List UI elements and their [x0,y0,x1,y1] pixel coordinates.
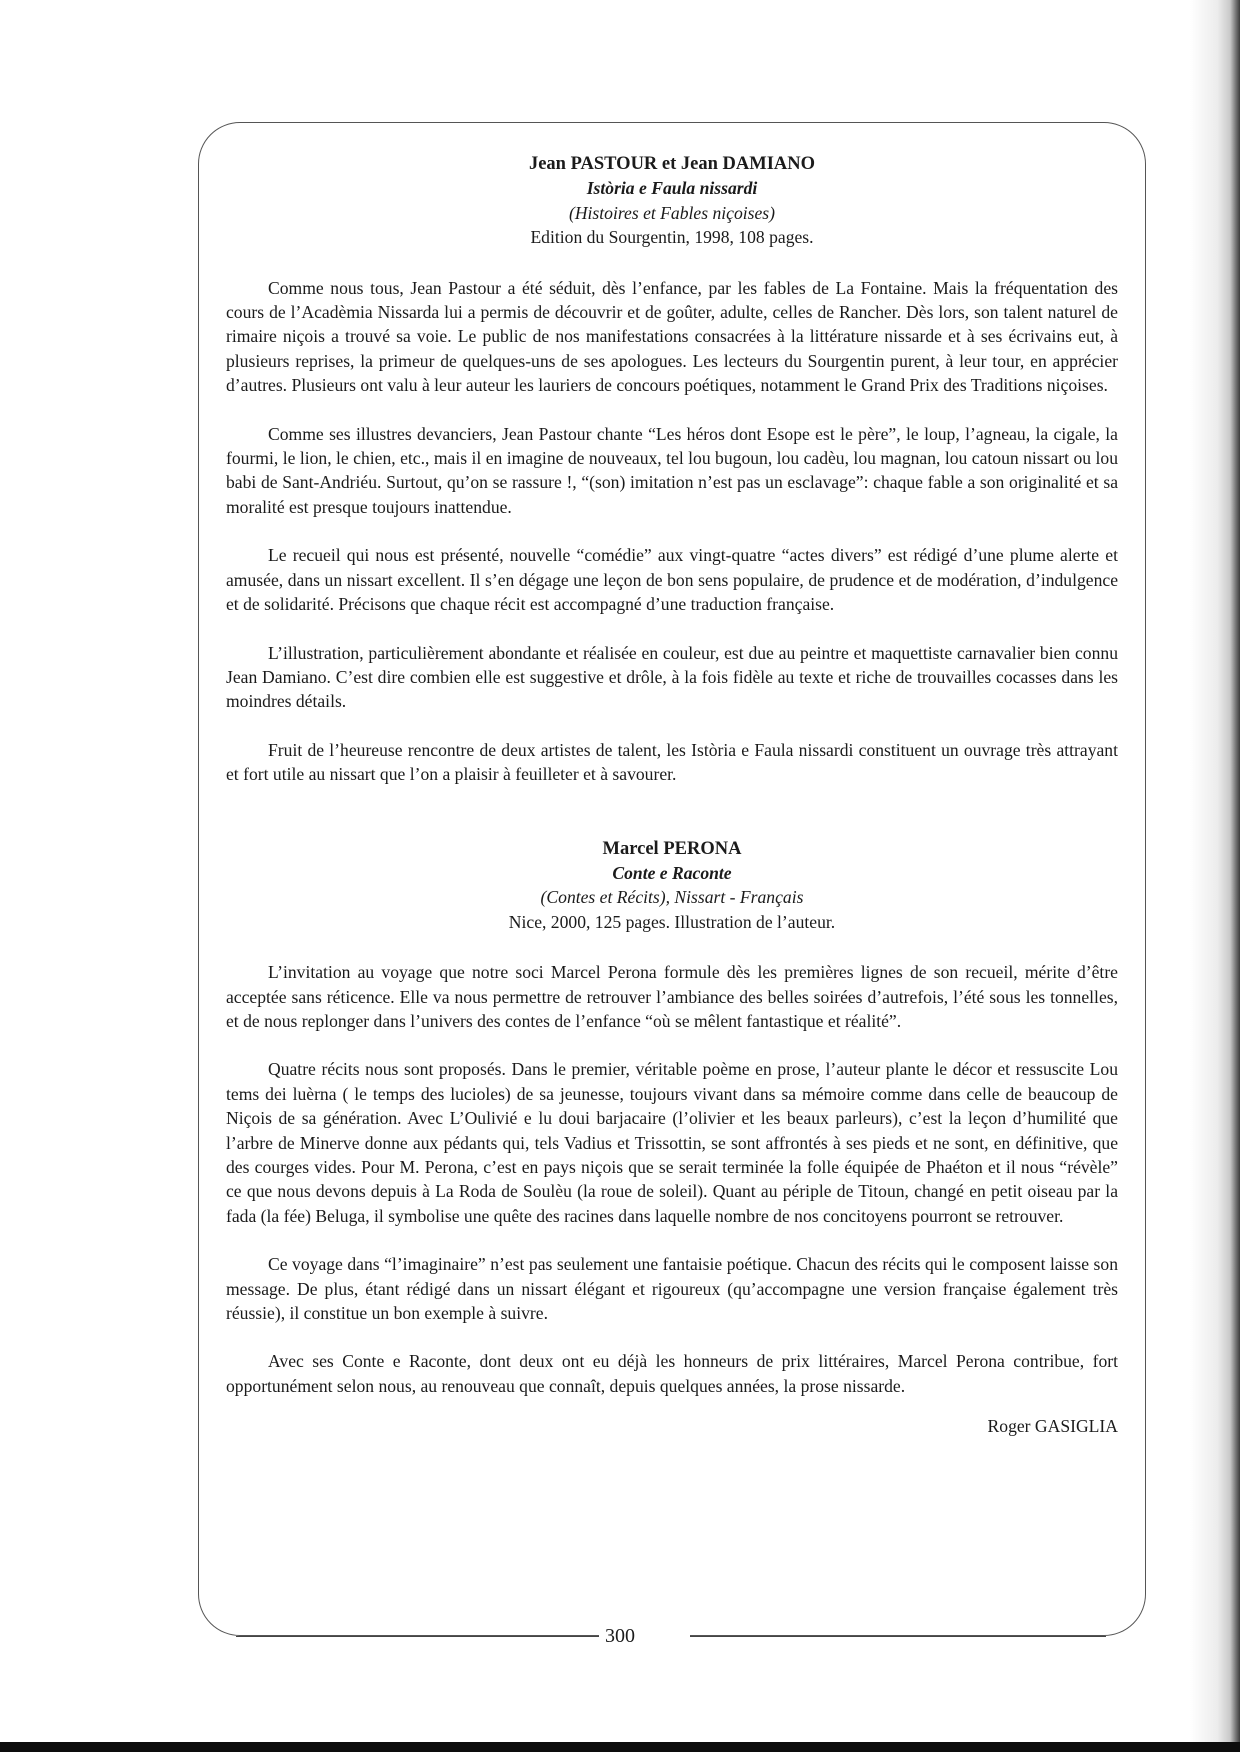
review-paragraph: Comme ses illustres devanciers, Jean Pastour chante “Les héros dont Esope est le père”, le loup, l’agneau, la cigale, la fourmi, le lion, le chien, etc., mais il en imagine de nouveaux, tel lou bugoun, lou cadèu, lou magnan, lou catoun nissart ou lou babi de Sant-Andriéu. Surtout, qu’on se rassure !, “(son) imitation n’est pas un esclavage”: chaque fable a son originalité et sa moralité est presque toujours inattendue. [226,423,1118,517]
page-edge-shadow [1190,0,1240,1752]
review-paragraph: L’illustration, particulièrement abondante et réalisée en couleur, est due au peintre et maquettiste carnavalier bien connu Jean Damiano. C’est dire combien elle est suggestive et drôle, à la fois fidèle au texte et riche de trouvailles cocasses dans les moindres détails. [226,642,1118,712]
page-number-wrapper [0,1626,1240,1646]
review-pastour-damiano [226,152,1118,787]
page-content [226,152,1118,1439]
review-perona [226,837,1118,1399]
review-paragraph: L’invitation au voyage que notre soci Marcel Perona formule dès les premières lignes de son recueil, mérite d’être acceptée sans réticence. Elle va nous permettre de retrouver l’ambiance des belles soirées d’autrefois, l’été sous les tonnelles, et de nous replonger dans l’univers des contes de l’enfance “où se mêlent fantastique et réalité”. [226,962,1118,1031]
review-signature: Roger GASIGLIA [987,1416,1118,1437]
review-paragraph: Avec ses Conte e Raconte, dont deux ont eu déjà les honneurs de prix littéraires, Marcel Perona contribue, fort opportunément selon nous, au renouveau que connaît, depuis quelques années, la prose nissarde. [226,1351,1118,1396]
review-header [226,152,1118,250]
review-edition: Nice, 2000, 125 pages. Illustration de l’auteur. [508,911,836,932]
review-header [226,837,1118,935]
review-author: Jean PASTOUR et Jean DAMIANO [528,154,816,174]
review-paragraph: Quatre récits nous sont proposés. Dans le premier, véritable poème en prose, l’auteur plante le décor et ressuscite Lou tems dei luèrna ( le temps des lucioles) de sa jeunesse, toujours vivant dans sa mémoire comme dans celle de beaucoup de Niçois de sa génération. Avec L’Oulivié e lu doui barjacaire (l’olivier et les beaux parleurs), c’est la leçon d’humilité que l’arbre de Minerve donne aux pédants qui, tels Vadius et Trissottin, se sont affrontés à ses pieds et ne sont, en définitive, que des courges vides. Pour M. Perona, c’est en pays niçois que se serait terminée la folle équipée de Phaéton et il nous “révèle” ce que nous devons depuis à La Roda de Soulèu (la roue de soleil). Quant au périple de Titoun, changé en petit oiseau par la fada (la fée) Beluga, il symbolise une quête des racines dans laquelle nombre de nos concitoyens pourront se retrouver. [226,1059,1118,1226]
review-paragraph: Ce voyage dans “l’imaginaire” n’est pas seulement une fantaisie poétique. Chacun des récits qui le composent laisse son message. De plus, étant rédigé dans un nissart élégant et rigoureux (qu’accompagne une version française également très réussie), il constitue un bon exemple à suivre. [226,1254,1118,1324]
review-subtitle: (Histoires et Fables niçoises) [568,202,776,223]
review-paragraph: Le recueil qui nous est présenté, nouvelle “comédie” aux vingt-quatre “actes divers” est rédigé d’une plume alerte et amusée, dans un nissart excellent. Il s’en dégage une leçon de bon sens populaire, de prudence et de modération, d’indulgence et de solidarité. Précisons que chaque récit est accompagné d’une traduction française. [226,545,1118,615]
review-title: Istòria e Faula nissardi [586,178,758,199]
review-subtitle: (Contes et Récits), Nissart - Français [540,887,804,908]
scan-bottom-edge [0,1742,1240,1752]
review-author: Marcel PERONA [602,838,742,859]
review-edition: Edition du Sourgentin, 1998, 108 pages. [530,227,814,248]
review-title: Conte e Raconte [612,862,732,883]
page-number: 300 [599,1625,641,1647]
review-paragraph: Comme nous tous, Jean Pastour a été séduit, dès l’enfance, par les fables de La Fontaine. Mais la fréquentation des cours de l’Acadèmia Nissarda lui a permis de découvrir et de goûter, adulte, celles de Rancher. Dès lors, son talent naturel de rimaire niçois a trouvé sa voie. Le public de nos manifestations consacrées à la littérature nissarde et à ses écrivains eut, à plusieurs reprises, la primeur de quelques-uns de ses apologues. Les lecteurs du Sourgentin purent, à leur tour, en apprécier d’autres. Plusieurs ont valu à leur auteur les lauriers de concours poétiques, notamment le Grand Prix des Traditions niçoises. [226,277,1118,396]
review-paragraph: Fruit de l’heureuse rencontre de deux artistes de talent, les Istòria e Faula nissardi constituent un ouvrage très attrayant et fort utile au nissart que l’on a plaisir à feuilleter et à savourer. [226,739,1118,785]
